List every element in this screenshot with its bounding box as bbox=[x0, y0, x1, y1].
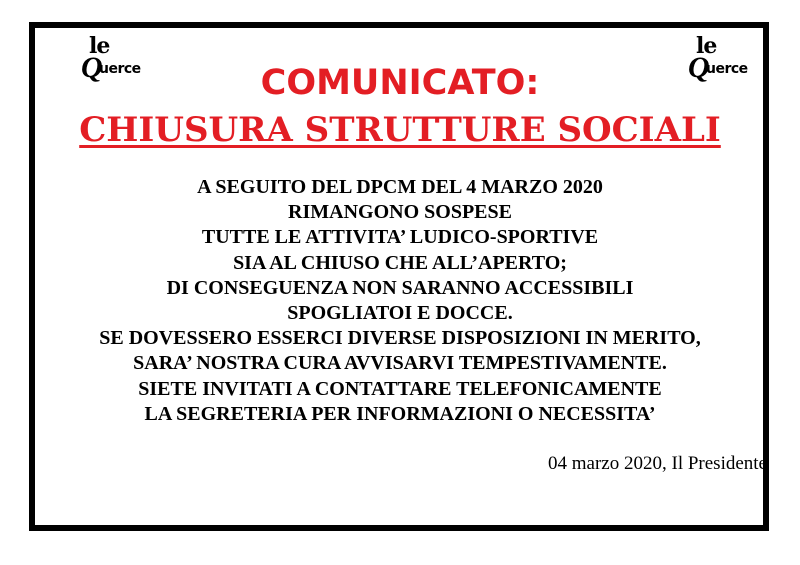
body-line: SIA AL CHIUSO CHE ALL’APERTO; bbox=[233, 251, 567, 274]
body-line: SARA’ NOSTRA CURA AVVISARVI TEMPESTIVAMENTE. bbox=[133, 352, 667, 375]
logo-le-text: le bbox=[89, 33, 110, 59]
body-line: SPOGLIATOI E DOCCE. bbox=[287, 302, 513, 325]
logo-uerce-text: uerce bbox=[706, 61, 748, 77]
body-line: DI CONSEGUENZA NON SARANNO ACCESSIBILI bbox=[166, 276, 634, 299]
body-line: LA SEGRETERIA PER INFORMAZIONI O NECESSITA’ bbox=[144, 402, 656, 425]
signature-date: 04 marzo 2020, Il Presidente bbox=[548, 453, 767, 474]
body-line: SIETE INVITATI A CONTATTARE TELEFONICAMENTE bbox=[138, 377, 662, 400]
body-line: RIMANGONO SOSPESE bbox=[288, 201, 512, 224]
body-line: A SEGUITO DEL DPCM DEL 4 MARZO 2020 bbox=[197, 176, 603, 198]
logo-le-text: le bbox=[696, 33, 717, 59]
body-line: TUTTE LE ATTIVITA’ LUDICO-SPORTIVE bbox=[201, 226, 599, 249]
notice-subheading-text: CHIUSURA STRUTTURE SOCIALI bbox=[79, 110, 721, 150]
body-line: SE DOVESSERO ESSERCI DIVERSE DISPOSIZIONI IN MERITO, bbox=[99, 327, 701, 350]
logo-q-letter: Q bbox=[81, 51, 103, 84]
logo-q-letter: Q bbox=[688, 51, 710, 84]
notice-heading: COMUNICATO: bbox=[260, 63, 540, 103]
logo-uerce-text: uerce bbox=[99, 61, 141, 77]
notice-subheading bbox=[0, 110, 800, 150]
notice-body bbox=[40, 175, 760, 427]
